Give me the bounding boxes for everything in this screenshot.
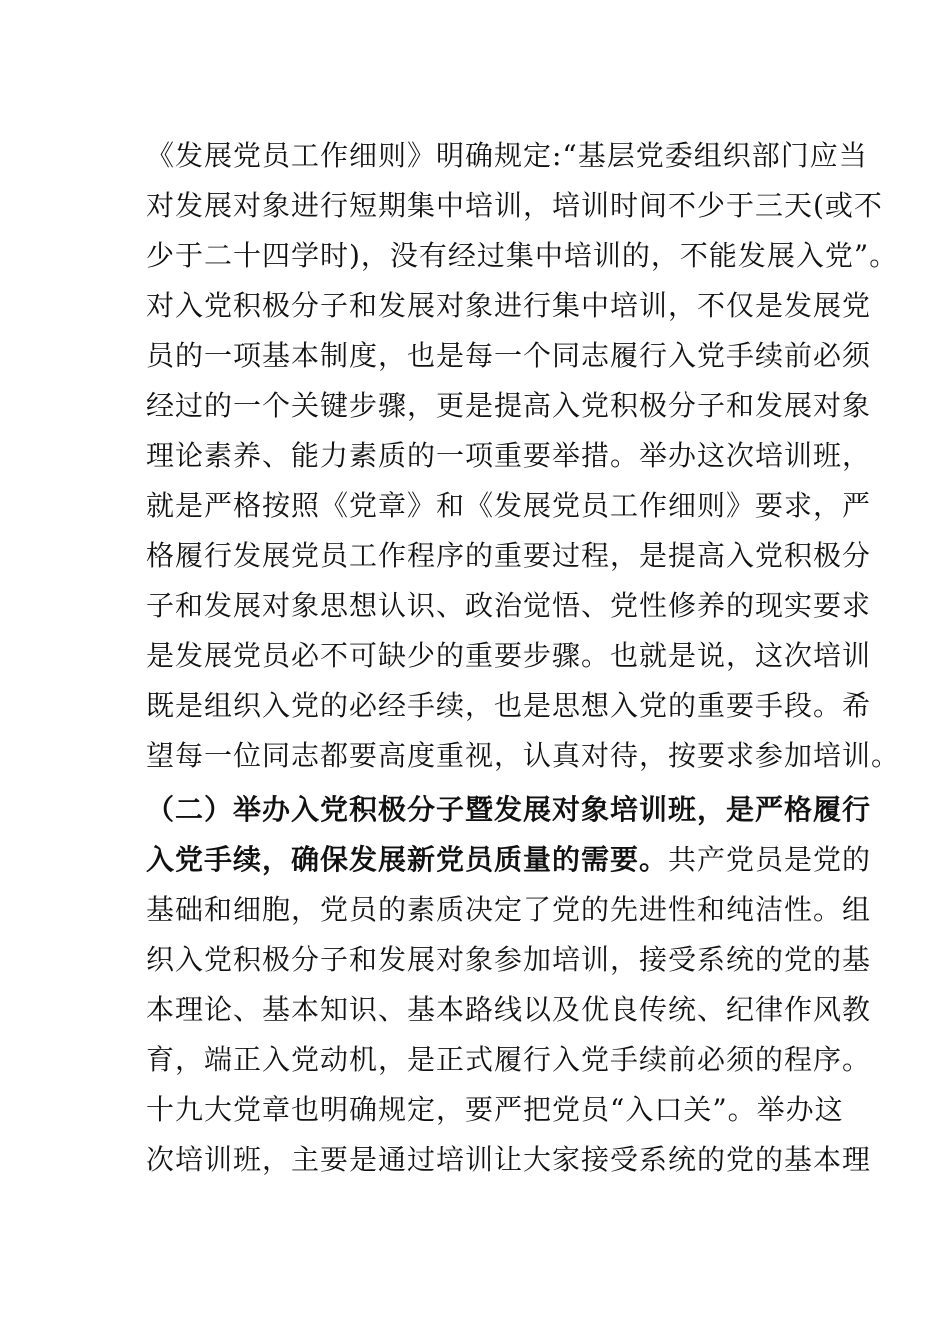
paragraph-text: 共产党员是党的 [668, 843, 872, 876]
section-heading-continued [146, 840, 871, 880]
paragraph-line: 理论素养、能力素质的一项重要举措。举办这次培训班， [146, 439, 872, 472]
paragraph-line: 基础和细胞，党员的素质决定了党的先进性和纯洁性。组 [146, 893, 872, 926]
paragraph-line: 本理论、基本知识、基本路线以及优良传统、纪律作风教 [146, 993, 872, 1026]
paragraph-line: 望每一位同志都要高度重视，认真对待，按要求参加培训。 [146, 739, 901, 772]
paragraph-line: 育，端正入党动机，是正式履行入党手续前必须的程序。 [146, 1043, 872, 1076]
paragraph-line: 子和发展对象思想认识、政治觉悟、党性修养的现实要求 [146, 589, 872, 622]
paragraph-line: 经过的一个关键步骤，更是提高入党积极分子和发展对象 [146, 389, 872, 422]
section-heading-bold-part: 入党手续，确保发展新党员质量的需要。 [146, 843, 669, 876]
paragraph-line: 《发展党员工作细则》明确规定:“基层党委组织部门应当 [146, 139, 868, 172]
paragraph-line: 对发展对象进行短期集中培训，培训时间不少于三天(或不 [146, 189, 883, 222]
paragraph-line: 就是严格按照《党章》和《发展党员工作细则》要求，严 [146, 489, 872, 522]
paragraph-line: 对入党积极分子和发展对象进行集中培训，不仅是发展党 [146, 289, 872, 322]
paragraph-line: 次培训班，主要是通过培训让大家接受系统的党的基本理 [146, 1143, 872, 1176]
paragraph-line: 织入党积极分子和发展对象参加培训，接受系统的党的基 [146, 943, 872, 976]
paragraph-line: 是发展党员必不可缺少的重要步骤。也就是说，这次培训 [146, 639, 872, 672]
paragraph-line: 既是组织入党的必经手续，也是思想入党的重要手段。希 [146, 689, 872, 722]
paragraph-line: 十九大党章也明确规定，要严把党员“入口关”。举办这 [146, 1093, 844, 1126]
section-heading: （二）举办入党积极分子暨发展对象培训班，是严格履行 [146, 793, 872, 826]
paragraph-line: 少于二十四学时)，没有经过集中培训的，不能发展入党”。 [146, 239, 899, 272]
paragraph-line: 格履行发展党员工作程序的重要过程，是提高入党积极分 [146, 539, 872, 572]
paragraph-line: 员的一项基本制度，也是每一个同志履行入党手续前必须 [146, 339, 872, 372]
